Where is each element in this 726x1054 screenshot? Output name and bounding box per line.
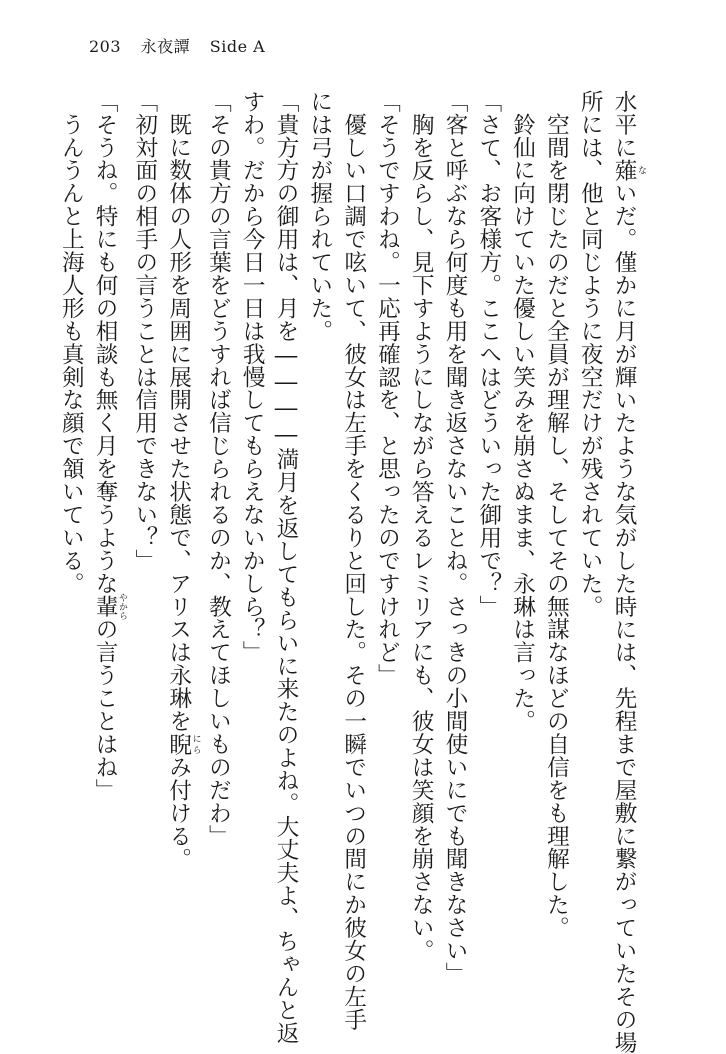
ruby-nagi [611, 158, 646, 182]
text-line: 所には、他と同じように夜空だけが残されていた。 [577, 90, 604, 618]
text-line: 「そうですわね。一応再確認を、と思ったのですけれど」 [374, 90, 401, 687]
ruby-reading: な [636, 158, 646, 182]
vertical-body-text [58, 90, 646, 1054]
text-line: 「その貴方の言葉をどうすれば信じられるのか、教えてほしいものだわ」 [205, 90, 232, 848]
text-segment: の言うことはね」 [92, 617, 119, 802]
text-line [87, 90, 127, 990]
ruby-base: 輩 [92, 592, 119, 620]
ruby-nira [165, 732, 201, 756]
book-title: 永夜譚 [140, 37, 191, 56]
text-line: には弓が握られていた。 [306, 90, 333, 343]
text-line: 胸を反らし、見下すようにしながら答えるレミリアにも、彼女は笑顔を崩さない。 [408, 90, 435, 963]
text-line: 「初対面の相手の言うことは信用できない？」 [131, 90, 158, 572]
ruby-base: 睨 [165, 732, 192, 756]
text-line: 鈴仙に向けていた優しい笑みを崩さぬまま、永琳は言った。 [509, 90, 536, 733]
text-line: 優しい口調で呟いて、彼女は左手をくるりと回した。その一瞬でいつの間にか彼女の左手 [340, 90, 367, 1031]
text-line: うんうんと上海人形も真剣な顔で頷いている。 [58, 90, 85, 595]
text-segment: み付ける。 [165, 755, 192, 871]
text-line: 「客と呼ぶなら何度も用を聞き返さないことね。さっきの小間使いにでも聞きなさい」 [442, 90, 469, 986]
text-line: すわ。だから今日一日は我慢してもらえないかしら？」 [239, 90, 266, 664]
text-segment: 「そうね。特にも何の相談も無く月を奪うような [92, 90, 119, 595]
text-line: 「さて、お客様方。ここへはどういった御用で？」 [475, 90, 502, 618]
text-line: 空間を閉じたのだと全員が理解し、そしてその無謀なほどの自信をも理解した。 [543, 90, 570, 940]
running-header [89, 34, 279, 57]
text-segment: 水平に [611, 90, 637, 159]
ruby-reading: やから [117, 592, 128, 620]
ruby-base: 薙 [611, 158, 637, 182]
side-label: Side A [209, 37, 266, 56]
text-segment: 既に数体の人形を周囲に展開させた状態で、アリスは永琳を [165, 90, 192, 733]
ruby-yakara [92, 592, 128, 620]
text-line [606, 90, 646, 1054]
text-line: 「貴方方の御用は、月を――――満月を返してもらいに来たのよね。大丈夫よ、ちゃんと返 [273, 90, 300, 1045]
page-number: 203 [89, 37, 122, 56]
ruby-reading: にら [190, 732, 201, 756]
text-segment: いだ。僅かに月が輝いたような気がした時には、先程まで屋敷に繋がっていたその場 [611, 181, 637, 1054]
text-line [161, 90, 201, 990]
